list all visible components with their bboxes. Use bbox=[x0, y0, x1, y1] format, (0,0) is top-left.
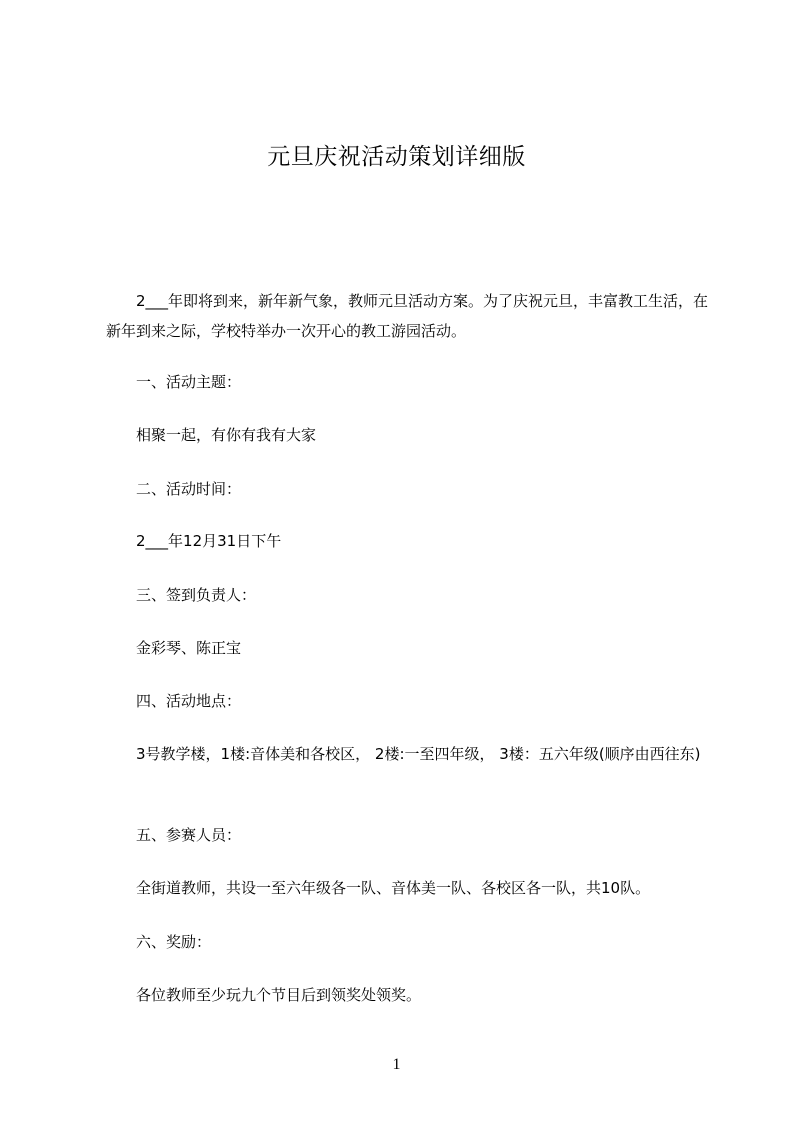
section-heading-time: 二、活动时间： bbox=[136, 480, 242, 498]
section-heading-location: 四、活动地点： bbox=[136, 692, 242, 710]
document-title: 元旦庆祝活动策划详细版 bbox=[267, 144, 526, 170]
section-content-signin: 金彩琴、陈正宝 bbox=[136, 639, 242, 657]
section-heading-rewards: 六、奖励： bbox=[136, 933, 212, 951]
section-content-location: 3号教学楼，1楼:音体美和各校区， 2楼:一至四年级， 3楼：五六年级(顺序由西往东) bbox=[136, 745, 701, 763]
page-number: 1 bbox=[392, 1056, 401, 1073]
section-content-rewards: 各位教师至少玩九个节目后到领奖处领奖。 bbox=[136, 986, 422, 1004]
section-content-theme: 相聚一起，有你有我有大家 bbox=[136, 426, 317, 444]
section-heading-participants: 五、参赛人员： bbox=[136, 826, 242, 844]
section-content-participants: 全街道教师，共设一至六年级各一队、音体美一队、各校区各一队，共10队。 bbox=[136, 879, 651, 897]
section-heading-theme: 一、活动主题： bbox=[136, 373, 242, 391]
section-heading-signin: 三、签到负责人： bbox=[136, 586, 257, 604]
section-content-time: 2___年12月31日下午 bbox=[136, 532, 282, 550]
intro-paragraph: 2___年即将到来，新年新气象，教师元旦活动方案。为了庆祝元旦，丰富教工生活，在新年到来之际，学校特举办一次开心的教工游园活动。 bbox=[106, 292, 709, 340]
